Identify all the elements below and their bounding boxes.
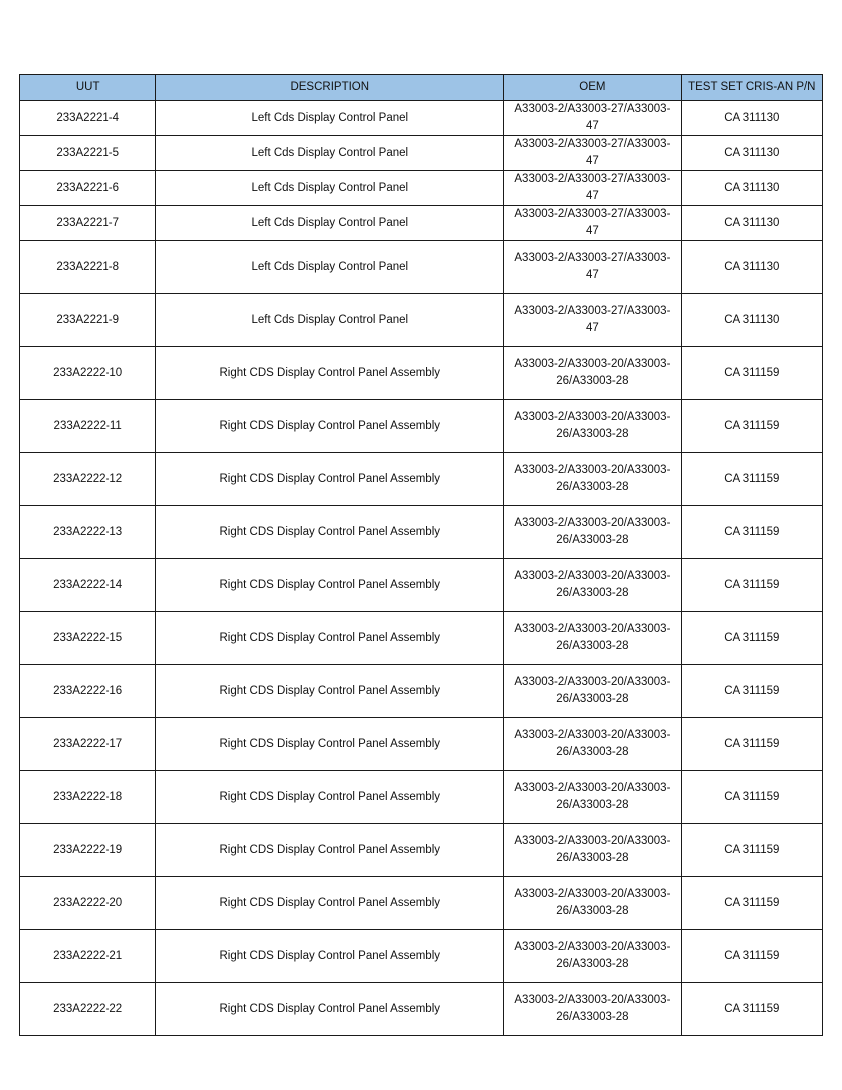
- cell-test-set: CA 311130: [681, 241, 822, 294]
- cell-uut: 233A2221-6: [20, 171, 156, 206]
- oem-line-1: A33003-2/A33003-27/A33003-47: [514, 173, 671, 202]
- cell-test-set: CA 311159: [681, 453, 822, 506]
- table-row: [20, 400, 823, 453]
- cell-oem: [504, 824, 681, 877]
- table-row: [20, 771, 823, 824]
- cell-oem: [504, 136, 681, 171]
- cell-test-set: CA 311159: [681, 718, 822, 771]
- cell-test-set: CA 311130: [681, 206, 822, 241]
- cell-test-set: CA 311159: [681, 612, 822, 665]
- cell-test-set: CA 311159: [681, 506, 822, 559]
- oem-line-1: A33003-2/A33003-20/A33003-: [514, 835, 671, 847]
- cell-description: Right CDS Display Control Panel Assembly: [156, 718, 504, 771]
- oem-line-2: 26/A33003-28: [556, 481, 629, 493]
- cell-description: Left Cds Display Control Panel: [156, 294, 504, 347]
- oem-line-1: A33003-2/A33003-27/A33003-47: [514, 138, 671, 167]
- table-row: [20, 136, 823, 171]
- cell-oem: [504, 559, 681, 612]
- cell-description: Left Cds Display Control Panel: [156, 136, 504, 171]
- table-row: [20, 206, 823, 241]
- cell-description: Right CDS Display Control Panel Assembly: [156, 347, 504, 400]
- table-row: [20, 453, 823, 506]
- oem-line-2: 26/A33003-28: [556, 428, 629, 440]
- cell-oem: [504, 506, 681, 559]
- table-row: [20, 877, 823, 930]
- cell-test-set: CA 311159: [681, 983, 822, 1036]
- cell-oem: [504, 612, 681, 665]
- cell-uut: 233A2222-11: [20, 400, 156, 453]
- oem-line-1: A33003-2/A33003-27/A33003-47: [514, 103, 671, 132]
- cell-oem: [504, 930, 681, 983]
- table-header-row: [20, 75, 823, 101]
- oem-line-2: 26/A33003-28: [556, 905, 629, 917]
- oem-line-1: A33003-2/A33003-20/A33003-: [514, 464, 671, 476]
- header-test-set: TEST SET CRIS-AN P/N: [681, 75, 822, 101]
- oem-line-2: 26/A33003-28: [556, 746, 629, 758]
- cell-description: Right CDS Display Control Panel Assembly: [156, 983, 504, 1036]
- cell-test-set: CA 311159: [681, 771, 822, 824]
- oem-line-1: A33003-2/A33003-20/A33003-: [514, 994, 671, 1006]
- oem-line-1: A33003-2/A33003-20/A33003-: [514, 517, 671, 529]
- cell-description: Right CDS Display Control Panel Assembly: [156, 453, 504, 506]
- cell-test-set: CA 311159: [681, 824, 822, 877]
- cell-description: Left Cds Display Control Panel: [156, 241, 504, 294]
- cell-description: Left Cds Display Control Panel: [156, 171, 504, 206]
- cell-uut: 233A2222-20: [20, 877, 156, 930]
- oem-line-1: A33003-2/A33003-20/A33003-: [514, 358, 671, 370]
- table-row: [20, 171, 823, 206]
- oem-line-1: A33003-2/A33003-20/A33003-: [514, 888, 671, 900]
- cell-description: Right CDS Display Control Panel Assembly: [156, 665, 504, 718]
- cell-uut: 233A2222-15: [20, 612, 156, 665]
- cell-oem: [504, 206, 681, 241]
- cell-description: Right CDS Display Control Panel Assembly: [156, 824, 504, 877]
- cell-description: Right CDS Display Control Panel Assembly: [156, 559, 504, 612]
- cell-test-set: CA 311130: [681, 294, 822, 347]
- table-row: [20, 559, 823, 612]
- cell-test-set: CA 311159: [681, 400, 822, 453]
- cell-uut: 233A2222-10: [20, 347, 156, 400]
- cell-oem: [504, 400, 681, 453]
- cell-oem: [504, 101, 681, 136]
- cell-oem: [504, 453, 681, 506]
- cell-uut: 233A2222-16: [20, 665, 156, 718]
- cell-uut: 233A2222-21: [20, 930, 156, 983]
- table-row: [20, 930, 823, 983]
- table-row: [20, 718, 823, 771]
- table-row: [20, 983, 823, 1036]
- oem-line-1: A33003-2/A33003-20/A33003-: [514, 676, 671, 688]
- cell-test-set: CA 311159: [681, 930, 822, 983]
- cell-description: Left Cds Display Control Panel: [156, 206, 504, 241]
- cell-test-set: CA 311130: [681, 171, 822, 206]
- cell-uut: 233A2221-7: [20, 206, 156, 241]
- cell-oem: [504, 718, 681, 771]
- cell-description: Right CDS Display Control Panel Assembly: [156, 612, 504, 665]
- oem-line-1: A33003-2/A33003-20/A33003-: [514, 623, 671, 635]
- oem-line-2: 26/A33003-28: [556, 640, 629, 652]
- cell-uut: 233A2221-9: [20, 294, 156, 347]
- table-row: [20, 824, 823, 877]
- oem-line-2: 26/A33003-28: [556, 799, 629, 811]
- table-row: [20, 612, 823, 665]
- table-body: [20, 101, 823, 1036]
- header-oem: OEM: [504, 75, 681, 101]
- oem-line-1: A33003-2/A33003-20/A33003-: [514, 941, 671, 953]
- cell-uut: 233A2221-5: [20, 136, 156, 171]
- table-row: [20, 347, 823, 400]
- parts-table: [19, 74, 823, 1036]
- cell-oem: [504, 241, 681, 294]
- oem-line-2: 26/A33003-28: [556, 587, 629, 599]
- cell-oem: [504, 347, 681, 400]
- cell-test-set: CA 311159: [681, 347, 822, 400]
- cell-oem: [504, 771, 681, 824]
- table-row: [20, 294, 823, 347]
- cell-uut: 233A2222-12: [20, 453, 156, 506]
- cell-test-set: CA 311130: [681, 136, 822, 171]
- cell-uut: 233A2221-8: [20, 241, 156, 294]
- oem-line-2: 26/A33003-28: [556, 534, 629, 546]
- table-row: [20, 241, 823, 294]
- cell-description: Right CDS Display Control Panel Assembly: [156, 930, 504, 983]
- oem-line-1: A33003-2/A33003-27/A33003-47: [514, 252, 671, 281]
- header-description: DESCRIPTION: [156, 75, 504, 101]
- cell-oem: [504, 665, 681, 718]
- cell-oem: [504, 294, 681, 347]
- cell-description: Right CDS Display Control Panel Assembly: [156, 877, 504, 930]
- cell-oem: [504, 171, 681, 206]
- oem-line-2: 26/A33003-28: [556, 693, 629, 705]
- cell-test-set: CA 311159: [681, 877, 822, 930]
- oem-line-1: A33003-2/A33003-20/A33003-: [514, 570, 671, 582]
- oem-line-1: A33003-2/A33003-20/A33003-: [514, 782, 671, 794]
- cell-uut: 233A2221-4: [20, 101, 156, 136]
- oem-line-1: A33003-2/A33003-27/A33003-47: [514, 305, 671, 334]
- table-row: [20, 506, 823, 559]
- cell-description: Right CDS Display Control Panel Assembly: [156, 506, 504, 559]
- cell-description: Left Cds Display Control Panel: [156, 101, 504, 136]
- header-uut: UUT: [20, 75, 156, 101]
- oem-line-1: A33003-2/A33003-20/A33003-: [514, 729, 671, 741]
- cell-uut: 233A2222-18: [20, 771, 156, 824]
- oem-line-2: 26/A33003-28: [556, 375, 629, 387]
- cell-test-set: CA 311159: [681, 665, 822, 718]
- cell-uut: 233A2222-22: [20, 983, 156, 1036]
- cell-uut: 233A2222-13: [20, 506, 156, 559]
- oem-line-1: A33003-2/A33003-20/A33003-: [514, 411, 671, 423]
- cell-uut: 233A2222-19: [20, 824, 156, 877]
- oem-line-2: 26/A33003-28: [556, 852, 629, 864]
- cell-description: Right CDS Display Control Panel Assembly: [156, 400, 504, 453]
- oem-line-1: A33003-2/A33003-27/A33003-47: [514, 208, 671, 237]
- cell-description: Right CDS Display Control Panel Assembly: [156, 771, 504, 824]
- cell-oem: [504, 983, 681, 1036]
- table-row: [20, 101, 823, 136]
- cell-test-set: CA 311130: [681, 101, 822, 136]
- cell-test-set: CA 311159: [681, 559, 822, 612]
- oem-line-2: 26/A33003-28: [556, 1011, 629, 1023]
- oem-line-2: 26/A33003-28: [556, 958, 629, 970]
- cell-oem: [504, 877, 681, 930]
- cell-uut: 233A2222-17: [20, 718, 156, 771]
- cell-uut: 233A2222-14: [20, 559, 156, 612]
- table-row: [20, 665, 823, 718]
